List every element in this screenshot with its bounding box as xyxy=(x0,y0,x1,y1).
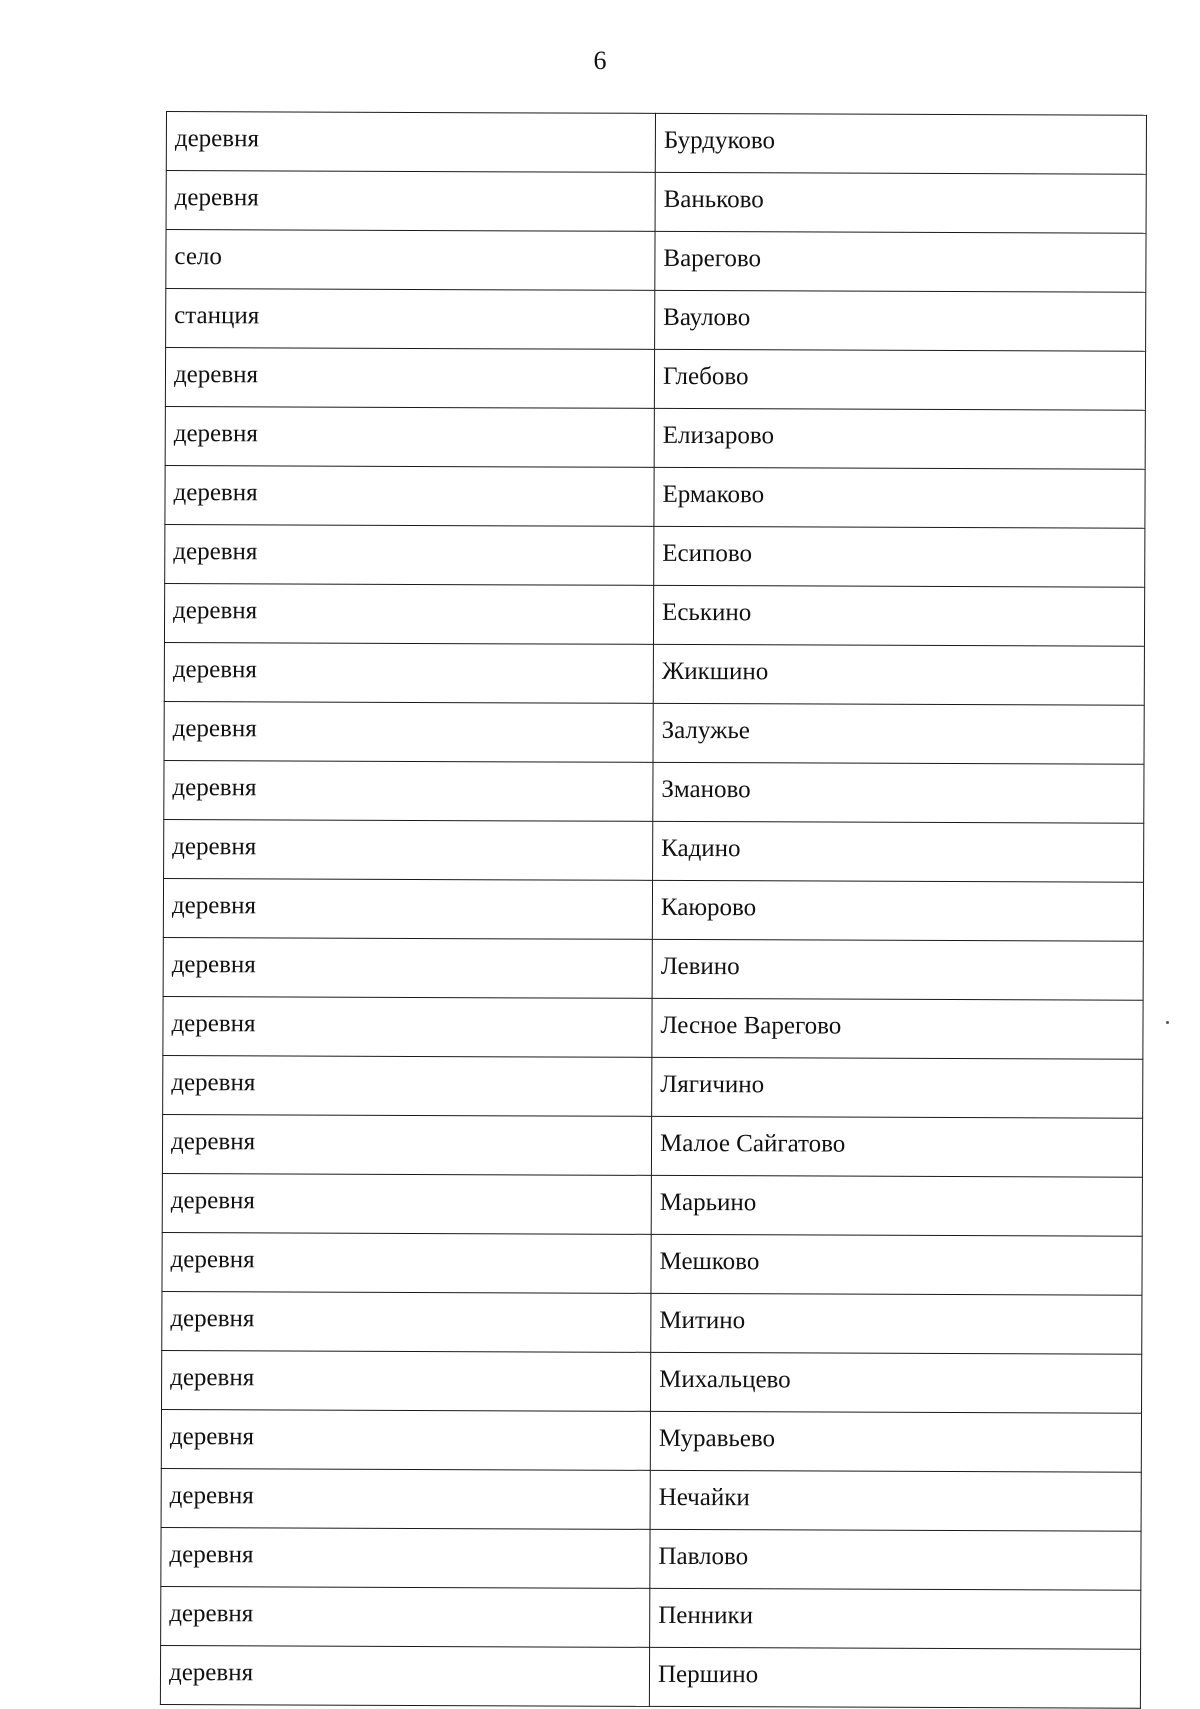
settlement-type-cell: станция xyxy=(166,289,655,350)
settlement-type-cell: деревня xyxy=(160,1645,649,1706)
settlement-type-cell: деревня xyxy=(164,642,653,703)
settlement-name-cell: Кадино xyxy=(653,821,1144,882)
table-row xyxy=(163,996,1143,1059)
settlement-name-cell: Жикшино xyxy=(653,644,1144,705)
table-row xyxy=(166,112,1146,175)
table-row xyxy=(166,171,1146,234)
settlement-type-cell: деревня xyxy=(165,348,654,409)
settlement-name-cell: Варегово xyxy=(655,231,1146,292)
settlement-type-cell: деревня xyxy=(166,112,655,173)
settlement-name-cell: Лесное Варегово xyxy=(652,998,1143,1059)
scan-dot xyxy=(1166,1021,1169,1024)
settlement-type-cell: деревня xyxy=(165,465,654,526)
settlement-type-cell: деревня xyxy=(162,1350,651,1411)
table-row xyxy=(165,406,1145,469)
settlement-name-cell: Марьино xyxy=(651,1175,1142,1236)
settlement-type-cell: деревня xyxy=(163,996,652,1057)
settlement-type-cell: деревня xyxy=(165,524,654,585)
settlement-name-cell: Залужье xyxy=(653,703,1144,764)
table-row xyxy=(166,289,1146,352)
settlement-type-cell: деревня xyxy=(162,1173,651,1234)
table-row xyxy=(161,1409,1141,1472)
settlement-type-cell: деревня xyxy=(161,1468,650,1529)
settlement-name-cell: Есипово xyxy=(654,526,1145,587)
table-row xyxy=(166,230,1146,293)
table-row xyxy=(165,465,1145,528)
table-row xyxy=(165,348,1145,411)
table-row xyxy=(162,1350,1142,1413)
settlement-type-cell: деревня xyxy=(163,937,652,998)
settlement-name-cell: Митино xyxy=(651,1293,1142,1354)
settlement-name-cell: Бурдуково xyxy=(655,113,1146,174)
table-row xyxy=(163,937,1143,1000)
table-row xyxy=(165,524,1145,587)
settlement-name-cell: Лягичино xyxy=(652,1057,1143,1118)
settlement-name-cell: Ермаково xyxy=(654,467,1145,528)
table-row xyxy=(162,1232,1142,1295)
table-row xyxy=(161,1527,1141,1590)
table-row xyxy=(161,1468,1141,1531)
settlement-name-cell: Пенники xyxy=(650,1588,1141,1649)
settlement-type-cell: деревня xyxy=(162,1291,651,1352)
table-row xyxy=(164,760,1144,823)
page-number: 6 xyxy=(593,46,607,75)
settlements-table xyxy=(160,111,1147,1709)
settlements-table-body xyxy=(160,112,1146,1709)
table-row xyxy=(160,1645,1140,1708)
table-row xyxy=(164,701,1144,764)
table-row xyxy=(162,1114,1142,1177)
settlement-name-cell: Ваньково xyxy=(655,172,1146,233)
settlement-name-cell: Левино xyxy=(652,939,1143,1000)
table-row xyxy=(164,642,1144,705)
settlement-name-cell: Глебово xyxy=(654,349,1145,410)
table-row xyxy=(164,583,1144,646)
settlement-name-cell: Михальцево xyxy=(651,1352,1142,1413)
table-row xyxy=(163,1055,1143,1118)
settlement-type-cell: деревня xyxy=(161,1527,650,1588)
settlement-type-cell: деревня xyxy=(166,171,655,232)
settlement-name-cell: Нечайки xyxy=(650,1470,1141,1531)
settlement-type-cell: деревня xyxy=(163,1055,652,1116)
table-row xyxy=(162,1173,1142,1236)
settlement-name-cell: Малое Сайгатово xyxy=(651,1116,1142,1177)
settlement-name-cell: Павлово xyxy=(650,1529,1141,1590)
settlement-type-cell: деревня xyxy=(163,878,652,939)
settlement-type-cell: село xyxy=(166,230,655,291)
settlement-name-cell: Муравьево xyxy=(650,1411,1141,1472)
settlement-type-cell: деревня xyxy=(164,760,653,821)
settlement-name-cell: Мешково xyxy=(651,1234,1142,1295)
settlement-type-cell: деревня xyxy=(164,819,653,880)
settlement-name-cell: Елизарово xyxy=(654,408,1145,469)
settlement-type-cell: деревня xyxy=(162,1114,651,1175)
settlement-name-cell: Першино xyxy=(649,1647,1140,1708)
table-row xyxy=(164,819,1144,882)
settlement-name-cell: Каюрово xyxy=(652,880,1143,941)
table-row xyxy=(162,1291,1142,1354)
settlement-name-cell: Ваулово xyxy=(655,290,1146,351)
settlement-type-cell: деревня xyxy=(164,701,653,762)
settlement-type-cell: деревня xyxy=(162,1232,651,1293)
settlement-type-cell: деревня xyxy=(164,583,653,644)
table-row xyxy=(161,1586,1141,1649)
settlement-type-cell: деревня xyxy=(165,406,654,467)
settlement-name-cell: Зманово xyxy=(653,762,1144,823)
table-row xyxy=(163,878,1143,941)
settlement-type-cell: деревня xyxy=(161,1409,650,1470)
settlement-name-cell: Еськино xyxy=(653,585,1144,646)
settlement-type-cell: деревня xyxy=(161,1586,650,1647)
